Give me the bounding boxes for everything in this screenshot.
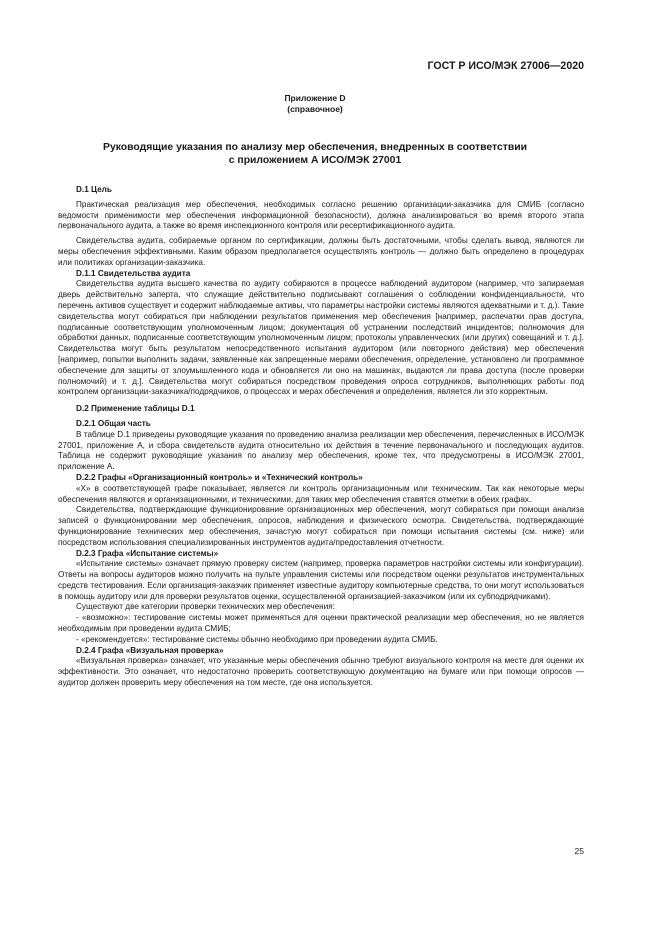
paragraph: «Визуальная проверка» означает, что указанные меры обеспечения обычно требуют визуального контроля на месте для оценки их эффективности. Это означает, что недостаточно проверить соответствующую документацию на бумаге или при помощи опросов — аудитор должен проверить меру обеспечения на том месте, где она используется. — [58, 656, 584, 688]
section-heading-d2-4: D.2.4 Графа «Визуальная проверка» — [76, 645, 224, 655]
title-line-2: с приложением А ИСО/МЭК 27001 — [228, 155, 402, 166]
appendix-label: Приложение D — [284, 93, 346, 103]
paragraph: Свидетельства аудита высшего качества по аудиту собираются в процессе наблюдений аудитором (например, что запираемая дверь действительно заперта, что служащие действительно подписывают соглашения о соблюдении конфиденциальности, что перечень активов существует и содержит наблюдаемые активы, что параметры настройки системы являются адекватными и т. д.). Такие свидетельства могут собираться при наблюдении результатов применения мер обеспечения [например, распечатки прав доступа, подписанные соответствующим уполномоченным лицом; документация об устранении последствий инцидентов; полномочия для обработки данных, подписанные соответствующим уполномоченным лицом; протоколы управленческих (или других) совещаний и т. д.]. Свидетельства могут быть результатом непосредственного испытания аудитором (или повторного действия) мер обеспечения [например, попытки выполнить задачи, заявленные как запрещенные мерами обеспечения, определение, установлено ли программное обеспечение для защиты от злоумышленного кода и обновляется ли оно на машинах, выдаются ли права доступа (после проверки полномочий) и т. д.]. Свидетельства могут собираться посредством проведения опроса сотрудников, выполняющих работы под контролем организации-заказчика/подрядчиков, о процессах и мерах обеспечения и определения, является ли это корректным. — [58, 279, 584, 397]
list-item: - «рекомендуется»: тестирование системы обычно необходимо при проведении аудита СМИБ. — [76, 634, 438, 644]
page-number: 25 — [574, 846, 584, 856]
paragraph: «Испытание системы» означает прямую проверку систем (например, проверка параметров настройки системы или конфигурации). Ответы на вопросы аудиторов можно получить на пульте управления системы или посредством оценки результатов инструментальных средств тестирования. Если организация-заказчик применяет известные аудитору компьютерные средства, то они могут использоваться в помощь аудитору или для проверки результатов оценки, осуществленной организацией-заказчиком (или их субподрядчиками). — [58, 559, 584, 601]
paragraph: В таблице D.1 приведены руководящие указания по проведению анализа реализации мер обеспечения, перечисленных в ИСО/МЭК 27001, приложение А, и сбора свидетельств аудита относительно их действия в течение первоначального и последующих аудитов. Таблица не содержит руководящие указания по анализу мер обеспечения, кроме тех, что предусмотрены в ИСО/МЭК 27001, приложение А. — [58, 429, 584, 472]
section-heading-d2-1: D.2.1 Общая часть — [76, 418, 151, 428]
appendix-note: (справочное) — [287, 104, 343, 114]
section-heading-d1-1: D.1.1 Свидетельства аудита — [76, 268, 191, 278]
section-heading-d2: D.2 Применение таблицы D.1 — [76, 404, 195, 414]
section-heading-d2-3: D.2.3 Графа «Испытание системы» — [76, 548, 219, 558]
section-heading-d1: D.1 Цель — [76, 185, 112, 194]
section-heading-d2-2: D.2.2 Графы «Организационный контроль» и «Технический контроль» — [76, 472, 363, 482]
standard-designation: ГОСТ Р ИСО/МЭК 27006—2020 — [427, 60, 584, 72]
document-title — [0, 141, 630, 167]
paragraph: Существуют две категории проверки технических мер обеспечения: — [76, 602, 335, 612]
paragraph: Свидетельства аудита, собираемые органом по сертификации, должны быть достаточными, чтобы сделать вывод, являются ли меры обеспечения эффективными. Каким образом предполагается осуществлять контроль — должно быть определено в процедурах или политиках организации-заказчика. — [58, 236, 584, 267]
title-line-1: Руководящие указания по анализу мер обеспечения, внедренных в соответствии — [103, 142, 527, 153]
list-item: - «возможно»: тестирование системы может применяться для оценки практической реализации мер обеспечения, но не является необходимым при проведении аудита СМИБ; — [58, 613, 584, 634]
appendix-heading — [0, 93, 630, 115]
body-text — [58, 185, 584, 689]
paragraph: Практическая реализация мер обеспечения, необходимых согласно решению организации-заказчика для СМИБ (согласно ведомости применимости мер обеспечения информационной безопасности), должна анализироваться во время второго этапа первоначального аудита, а также во время инспекционного контроля или ресертификационного аудита. — [58, 199, 584, 231]
paragraph: «X» в соответствующей графе показывает, является ли контроль организационным или техническим. Так как некоторые меры обеспечения являются и организационными, и техническими, для таких мер обеспечения ставятся отметки в обеих графах. — [58, 483, 584, 504]
paragraph: Свидетельства, подтверждающие функционирование организационных мер обеспечения, могут собираться при помощи анализа записей о функционировании мер обеспечения, опросов, наблюдения и физического осмотра. Свидетельства, подтверждающие функционирование технических мер обеспечения, зачастую могут собираться при помощи испытания системы (см. ниже) или посредством использования специализированных инструментов аудита/предоставления отчетности. — [58, 505, 584, 547]
